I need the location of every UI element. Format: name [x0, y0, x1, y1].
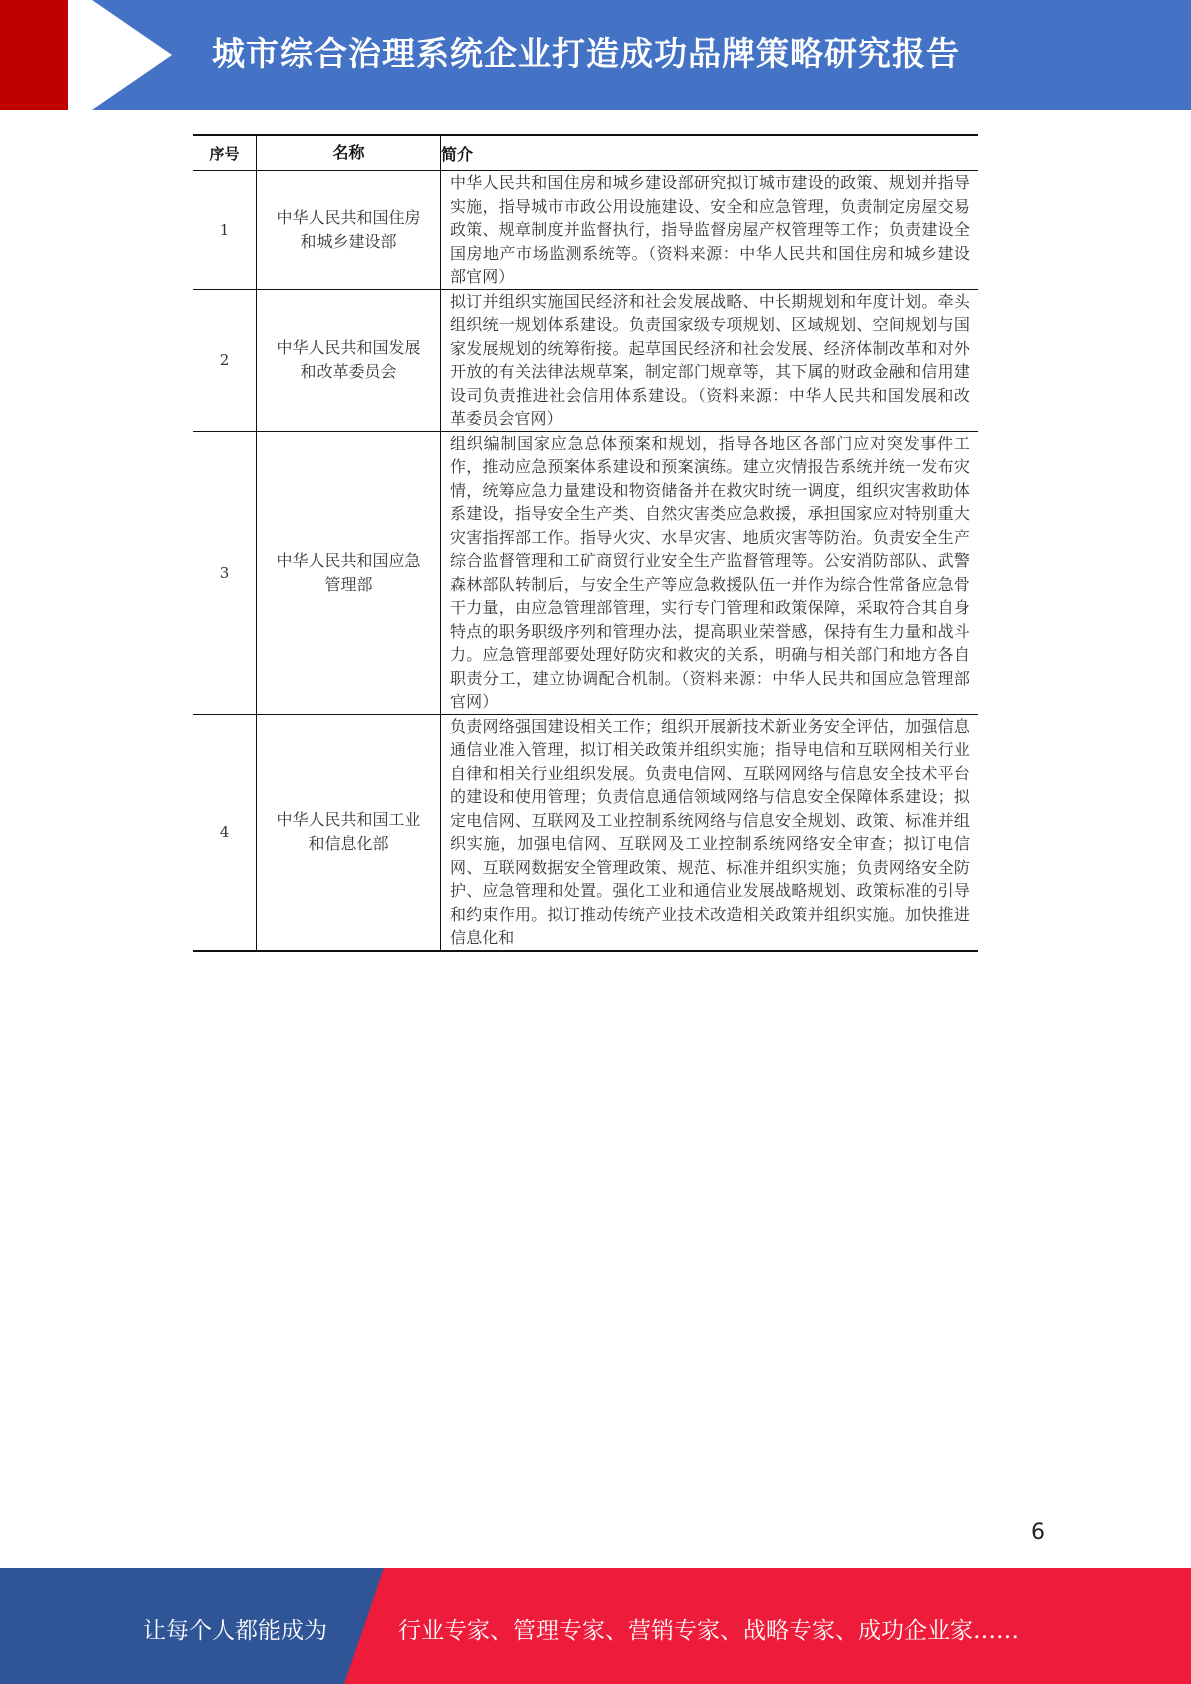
- table-row: [193, 714, 978, 951]
- row-number: 1: [193, 171, 257, 290]
- footer-slogan-right: 行业专家、管理专家、营销专家、战略专家、成功企业家……: [398, 1618, 1019, 1644]
- page-header: [0, 0, 1191, 110]
- column-header-name: 名称: [257, 135, 441, 171]
- department-name: 中华人民共和国应急管理部: [276, 550, 421, 594]
- department-description: 中华人民共和国住房和城乡建设部研究拟订城市建设的政策、规划并指导实施，指导城市市政公用设施建设、安全和应急管理，负责制定房屋交易政策、规章制度并监督执行，指导监督房屋产权管理等工作；负责建设全国房地产市场监测系统等。（资料来源：中华人民共和国住房和城乡建设部官网）: [441, 171, 979, 290]
- table-row: [193, 289, 978, 431]
- department-name: 中华人民共和国住房和城乡建设部: [276, 207, 421, 251]
- column-header-no: 序号: [193, 135, 257, 171]
- content-table-wrapper: [193, 134, 978, 952]
- table-header-row: [193, 135, 978, 171]
- department-name-cell: [257, 714, 441, 951]
- column-header-desc: 简介: [441, 135, 979, 171]
- footer-slogan-left: 让每个人都能成为: [143, 1618, 327, 1644]
- department-name: 中华人民共和国发展和改革委员会: [276, 338, 421, 381]
- row-number: 4: [193, 714, 257, 951]
- department-name: 中华人民共和国工业和信息化部: [276, 810, 421, 853]
- page-footer: [0, 1568, 1191, 1684]
- department-description: 负责网络强国建设相关工作；组织开展新技术新业务安全评估，加强信息通信业准入管理，拟订相关政策并组织实施；指导电信和互联网相关行业自律和相关行业组织发展。负责电信网、互联网网络与信息安全技术平台的建设和使用管理；负责信息通信领域网络与信息安全保障体系建设；拟定电信网、互联网及工业控制系统网络与信息安全规划、政策、标准并组织实施，加强电信网、互联网及工业控制系统网络安全审查；拟订电信网、互联网数据安全管理政策、规范、标准并组织实施；负责网络安全防护、应急管理和处置。强化工业和通信业发展战略规划、政策标准的引导和约束作用。拟订推动传统产业技术改造相关政策并组织实施。加快推进信息化和: [450, 716, 970, 947]
- department-name-cell: [257, 171, 441, 290]
- department-table: [193, 134, 978, 952]
- page-number: 6: [1031, 1520, 1045, 1545]
- department-name-cell: [257, 431, 441, 714]
- report-title: 城市综合治理系统企业打造成功品牌策略研究报告: [212, 34, 960, 73]
- row-number: 2: [193, 289, 257, 431]
- department-description: 拟订并组织实施国民经济和社会发展战略、中长期规划和年度计划。牵头组织统一规划体系建设。负责国家级专项规划、区域规划、空间规划与国家发展规划的统筹衔接。起草国民经济和社会发展、经济体制改革和对外开放的有关法律法规草案，制定部门规章等，其下属的财政金融和信用建设司负责推进社会信用体系建设。（资料来源：中华人民共和国发展和改革委员会官网）: [441, 289, 979, 431]
- table-row: [193, 171, 978, 290]
- department-name-cell: [257, 289, 441, 431]
- department-description: 组织编制国家应急总体预案和规划，指导各地区各部门应对突发事件工作，推动应急预案体系建设和预案演练。建立灾情报告系统并统一发布灾情，统筹应急力量建设和物资储备并在救灾时统一调度，组织灾害救助体系建设，指导安全生产类、自然灾害类应急救援，承担国家应对特别重大灾害指挥部工作。指导火灾、水旱灾害、地质灾害等防治。负责安全生产综合监督管理和工矿商贸行业安全生产监督管理等。公安消防部队、武警森林部队转制后，与安全生产等应急救援队伍一并作为综合性常备应急骨干力量，由应急管理部管理，实行专门管理和政策保障，采取符合其自身特点的职务职级序列和管理办法，提高职业荣誉感，保持有生力量和战斗力。应急管理部要处理好防灾和救灾的关系，明确与相关部门和地方各自职责分工，建立协调配合机制。（资料来源：中华人民共和国应急管理部官网）: [441, 431, 979, 714]
- row-number: 3: [193, 431, 257, 714]
- table-row: [193, 431, 978, 714]
